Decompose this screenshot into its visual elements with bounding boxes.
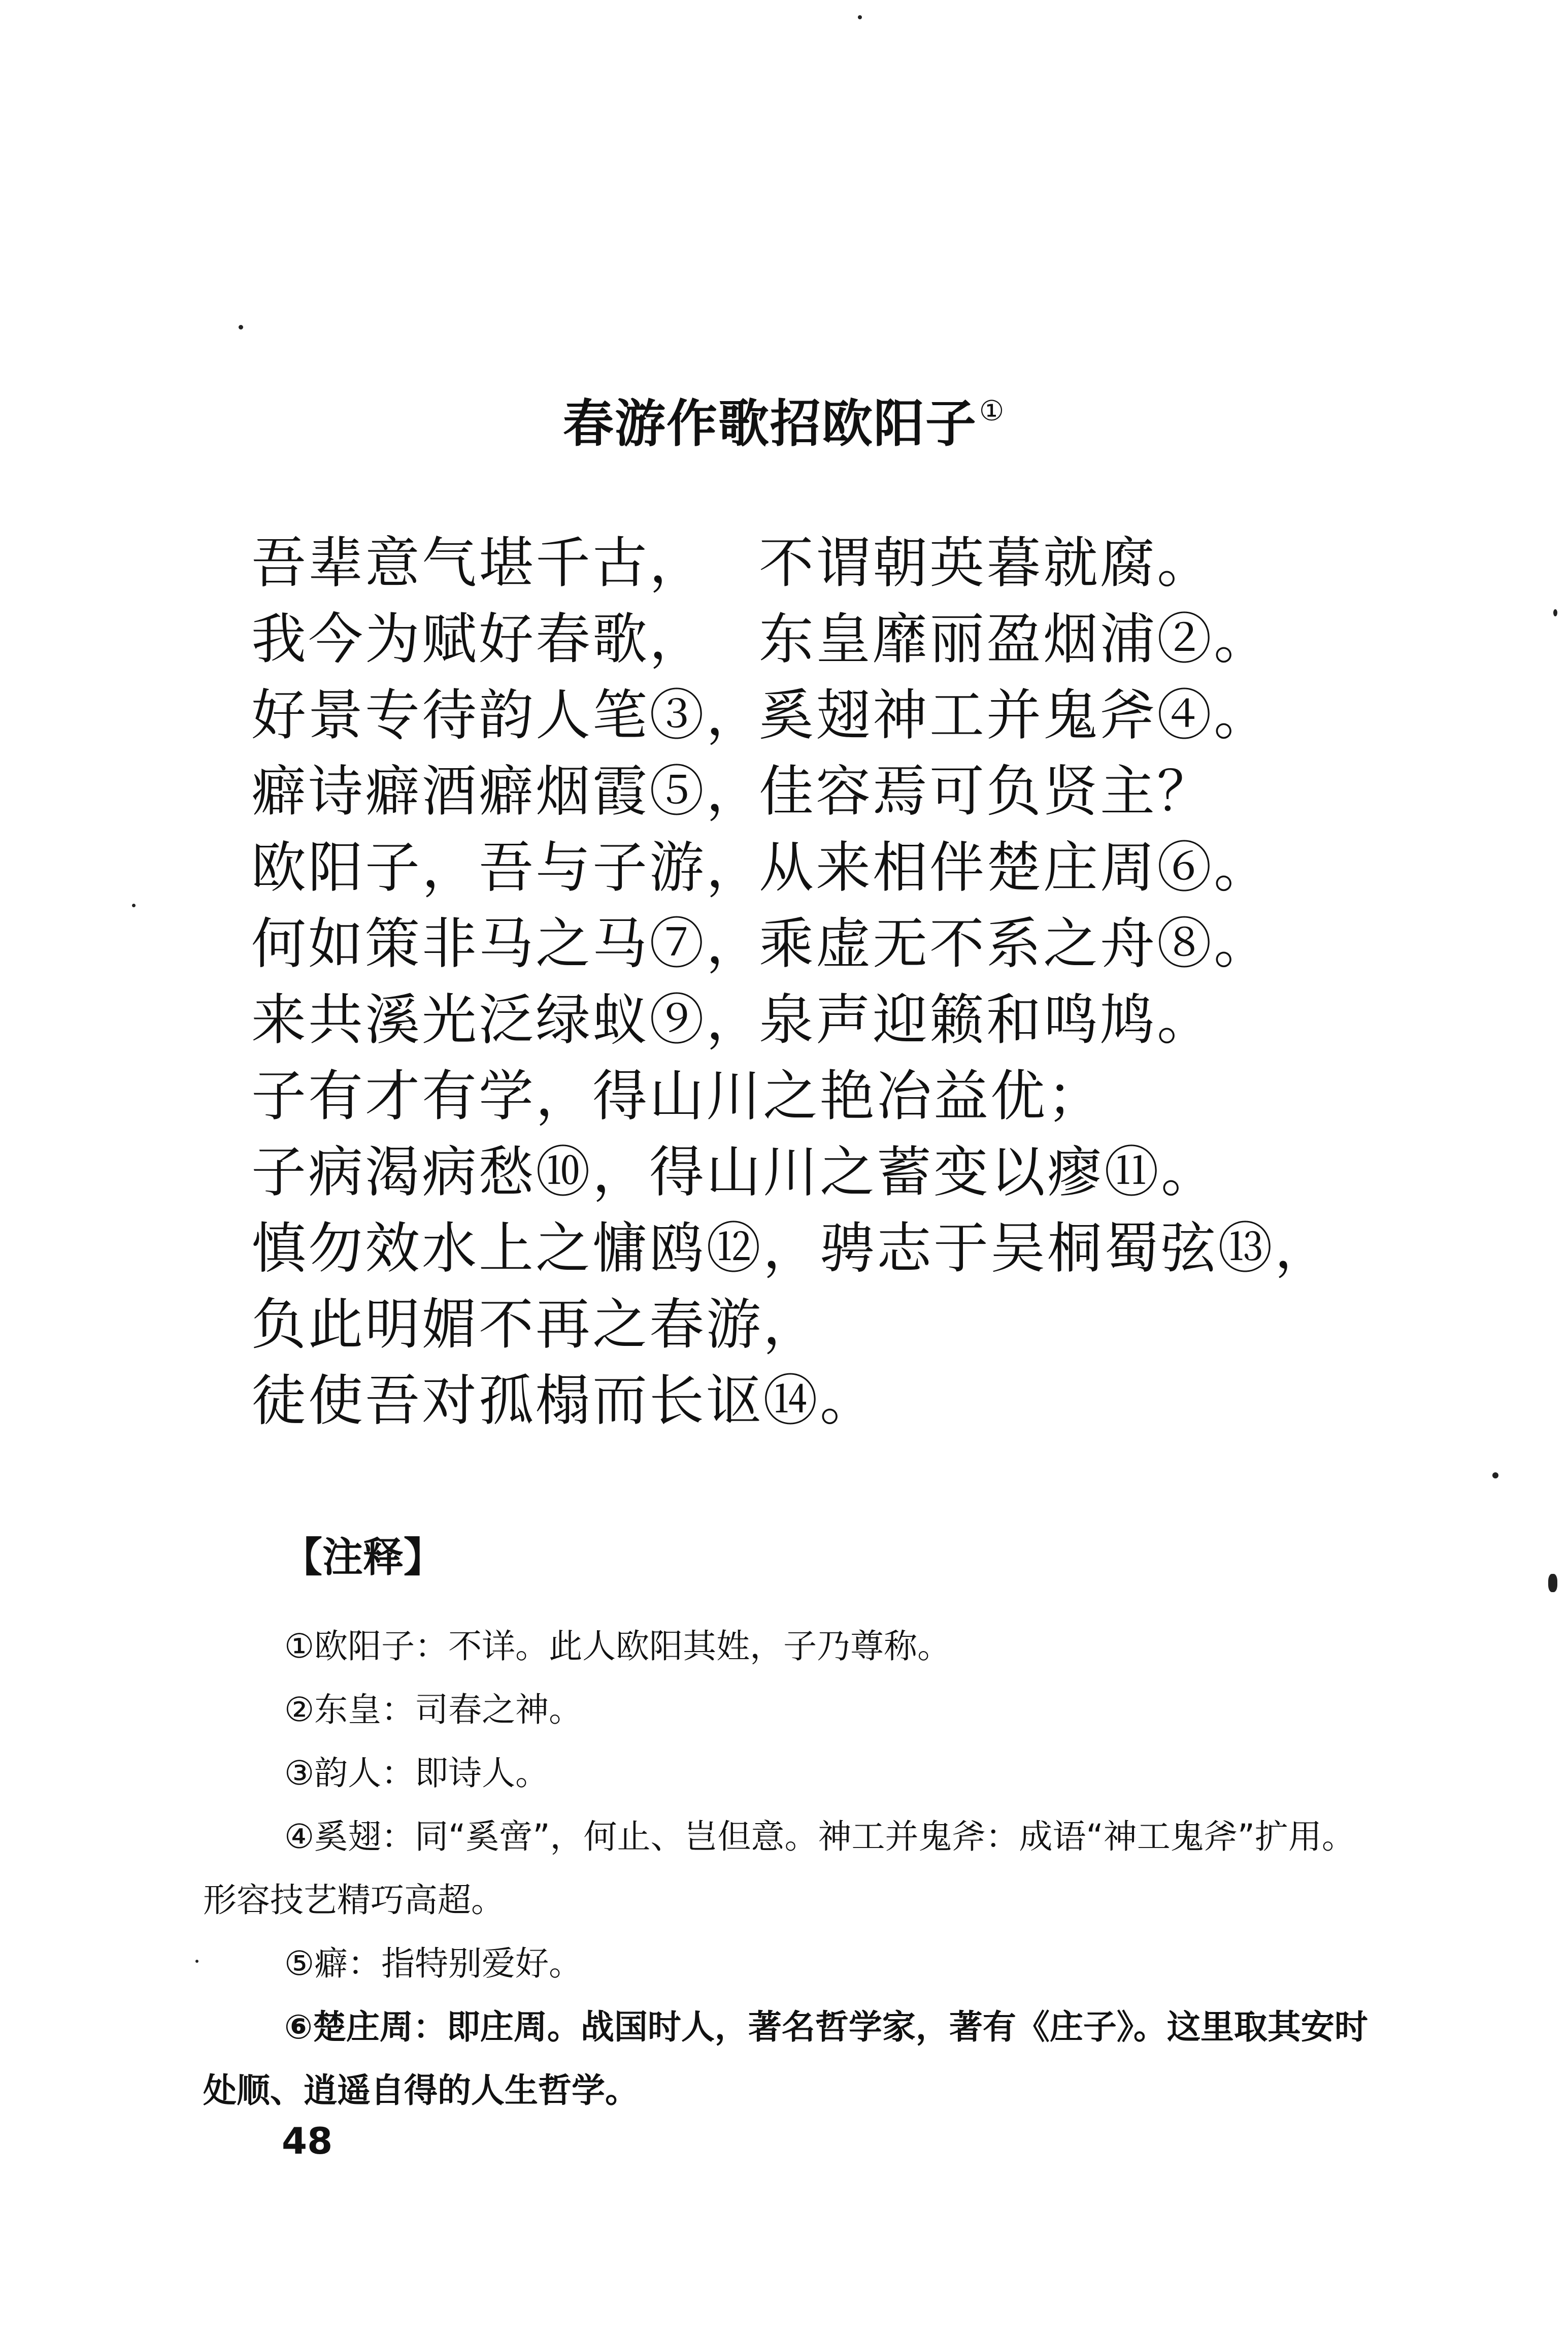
poem-line: 来共溪光泛绿蚁⑨，泉声迎籁和鸣鸠。 [251,988,1214,1052]
poem-title [0,393,1568,454]
notes-list [203,1614,1376,2122]
poem-line: 子有才有学，得山川之艳冶益优； [251,1065,1105,1128]
poem-title-text: 春游作歌招欧阳子 [562,394,977,453]
poem-line: 慎勿效水上之慵鸥⑫，骋志于吴桐蜀弦⑬， [251,1217,1332,1280]
note-item: ②东皇：司春之神。 [284,1690,583,1729]
poem-line: 吾辈意气堪千古， 不谓朝英暮就腐。 [251,532,1214,595]
poem-line: 何如策非马之马⑦，乘虚无不系之舟⑧。 [251,912,1271,976]
scan-speck [132,904,136,907]
poem-line: 徒使吾对孤榻而长讴⑭。 [251,1369,877,1433]
note-item: ⑤癖：指特别爱好。 [284,1944,583,1983]
note-item: ①欧阳子：不详。此人欧阳其姓，子乃尊称。 [284,1627,951,1666]
poem-line: 子病渴病愁⑩，得山川之蓄变以瘳⑪。 [251,1141,1218,1204]
note-item: ③韵人：即诗人。 [284,1754,549,1793]
page-number: 48 [282,2120,333,2162]
scan-speck [195,1960,198,1963]
scan-speck [1492,1472,1498,1478]
scan-speck [858,15,862,19]
poem-line: 欧阳子，吾与子游，从来相伴楚庄周⑥。 [251,836,1271,900]
poem-line: 好景专待韵人笔③，奚翅神工并鬼斧④。 [251,684,1271,747]
title-note-marker: ① [979,394,1006,427]
note-item: ④奚翅：同“奚啻”，何止、岂但意。神工并鬼斧：成语“神工鬼斧”扩用。形容技艺精巧高超。 [203,1817,1355,1920]
poem-line: 癖诗癖酒癖烟霞⑤，佳容焉可负贤主？ [251,760,1214,823]
scan-speck [239,325,243,329]
note-item: ⑥楚庄周：即庄周。战国时人，著名哲学家，著有《庄子》。这里取其安时处顺、逍遥自得的人生哲学。 [203,2007,1368,2110]
poem-line: 负此明媚不再之春游， [251,1293,820,1357]
notes-heading: 【注释】 [282,1534,444,1581]
poem-line: 我今为赋好春歌， 东皇靡丽盈烟浦②。 [251,608,1271,671]
poem-body [251,525,1393,1439]
scan-speck [1553,609,1557,616]
scan-speck [1548,1574,1557,1592]
